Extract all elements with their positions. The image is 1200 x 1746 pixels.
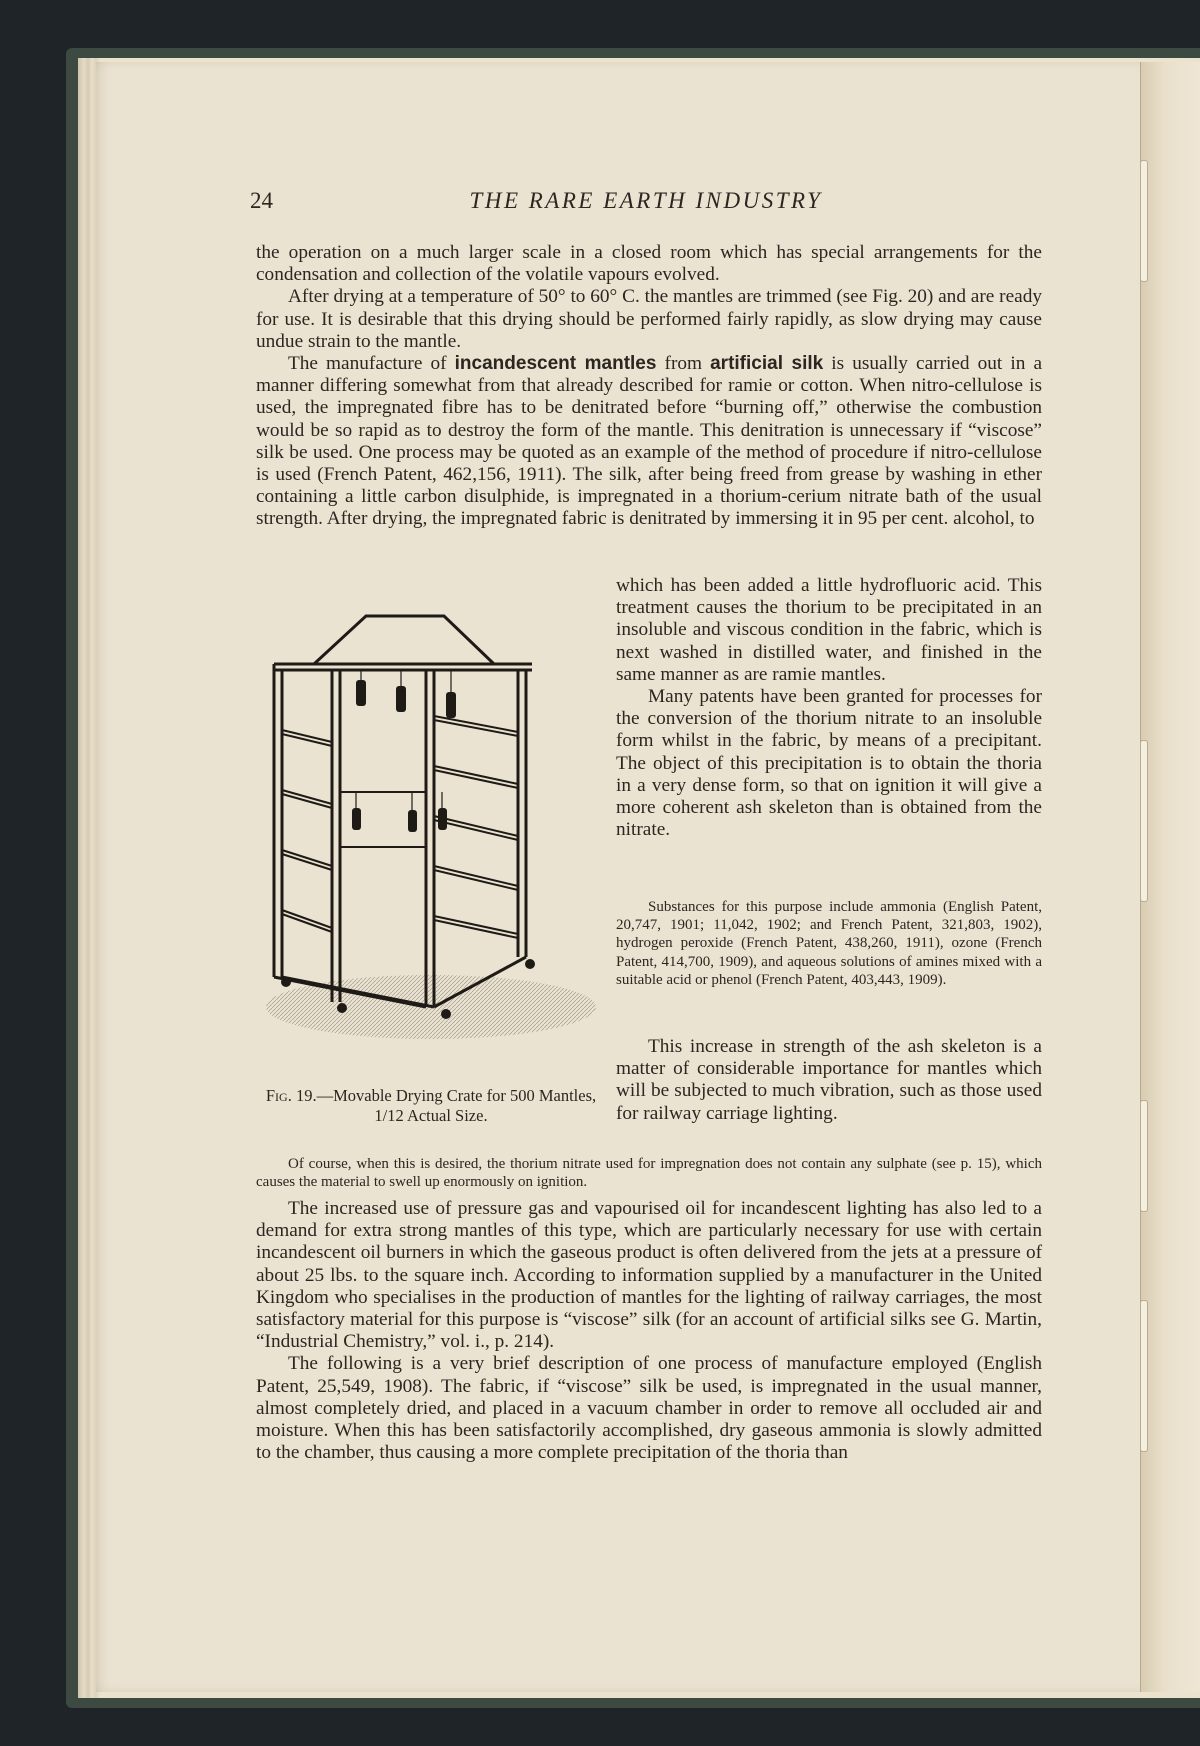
small-paragraph: Of course, when this is desired, the thorium nitrate used for impregnation does not contain any sulphate (see p. 15), which causes the material to swell up enormously on ignition. <box>256 1156 1042 1191</box>
right-column-text <box>616 575 1042 841</box>
drying-crate-illustration <box>256 612 600 1042</box>
small-paragraph: Substances for this purpose include ammonia (English Patent, 20,747, 1901; 11,042, 1902; and French Patent, 321,803, 1902), hydrogen peroxide (French Patent, 438,260, 1911), ozone (French Patent, 414,700, 1909), and aqueous solutions of amines mixed with a suitable acid or phenol (French Patent, 403,443, 1909). <box>616 899 1042 988</box>
paragraph: Many patents have been granted for processes for the conversion of the thorium nitrate to an insoluble form whilst in the fabric, by means of a precipitant. The object of this precipitation is to obtain the thoria in a very dense form, so that on ignition it will give a more coherent ash skeleton than is obtained from the nitrate. <box>616 686 1042 841</box>
next-page-edge <box>1140 62 1200 1692</box>
binding-thread-mark <box>1140 160 1148 282</box>
binding-thread-mark <box>1140 1300 1148 1452</box>
paragraph: the operation on a much larger scale in a closed room which has special arrangements for the condensation and collection of the volatile vapours evolved. <box>256 242 1042 286</box>
paragraph: which has been added a little hydrofluoric acid. This treatment causes the thorium to be precipitated in an insoluble and viscous condition in the fabric, which is next washed in distilled water, and finished in the same manner as are ramie mantles. <box>616 575 1042 685</box>
right-column-text-lower <box>616 1036 1042 1125</box>
binding-thread-mark <box>1140 1100 1148 1212</box>
page-header <box>250 188 1042 218</box>
paragraph: After drying at a temperature of 50° to 60° C. the mantles are trimmed (see Fig. 20) and are ready for use. It is desirable that this drying should be performed fairly rapidly, as slow drying may cause undue strain to the mantle. <box>256 286 1042 352</box>
running-title: THE RARE EARTH INDUSTRY <box>469 188 823 213</box>
body-text-bottom <box>256 1198 1042 1464</box>
paragraph: This increase in strength of the ash skeleton is a matter of considerable importance for mantles which will be subjected to much vibration, such as those used for railway carriage lighting. <box>616 1036 1042 1124</box>
right-column-small-text <box>616 898 1042 989</box>
caption-text: —Movable Drying Crate for 500 Mantles, 1/12 Actual Size. <box>316 1086 597 1125</box>
paragraph: The manufacture of incandescent mantles from artificial silk is usually carried out in a manner differing somewhat from that already described for ramie or cotton. When nitro-cellulose is used, the impregnated fibre has to be denitrated before “burning off,” otherwise the combustion would be so rapid as to destroy the form of the mantle. This denitration is unnecessary if “viscose” silk be used. One process may be quoted as an example of the method of procedure if nitro-cellulose is used (French Patent, 462,156, 1911). The silk, after being freed from grease by washing in ether containing a little carbon disulphide, is impregnated in a thorium-cerium nitrate bath of the usual strength. After drying, the impregnated fabric is denitrated by immersing it in 95 per cent. alcohol, to <box>256 353 1042 530</box>
paragraph: The increased use of pressure gas and vapourised oil for incandescent lighting has also led to a demand for extra strong mantles of this type, which are particularly necessary for use with certain incandescent oil burners in which the gaseous product is often delivered from the jets at a pressure of about 25 lbs. to the square inch. According to information supplied by a manufacturer in the United Kingdom who specialises in the production of mantles for the lighting of railway carriages, the most satisfactory material for this purpose is “viscose” silk (for an account of artificial silks see G. Martin, “Industrial Chemistry,” vol. i., p. 214). <box>256 1198 1042 1353</box>
paragraph: The following is a very brief description of one process of manufacture employed (English Patent, 25,549, 1908). The fabric, if “viscose” silk be used, is impregnated in the usual manner, almost completely dried, and placed in a vacuum chamber in order to remove all occluded air and moisture. When this has been satisfactorily accomplished, dry gaseous ammonia is slowly admitted to the chamber, thus causing a more complete precipitation of the thoria than <box>256 1353 1042 1464</box>
figure-drying-crate <box>256 612 600 1042</box>
body-text-top <box>256 242 1042 531</box>
page-number: 24 <box>250 188 273 213</box>
full-width-small-text <box>256 1155 1042 1191</box>
bold-term: incandescent mantles <box>454 353 657 375</box>
bold-term: artificial silk <box>710 353 824 375</box>
figure-caption <box>256 1086 606 1126</box>
caption-label: Fig. 19. <box>265 1086 317 1105</box>
binding-thread-mark <box>1140 740 1148 902</box>
